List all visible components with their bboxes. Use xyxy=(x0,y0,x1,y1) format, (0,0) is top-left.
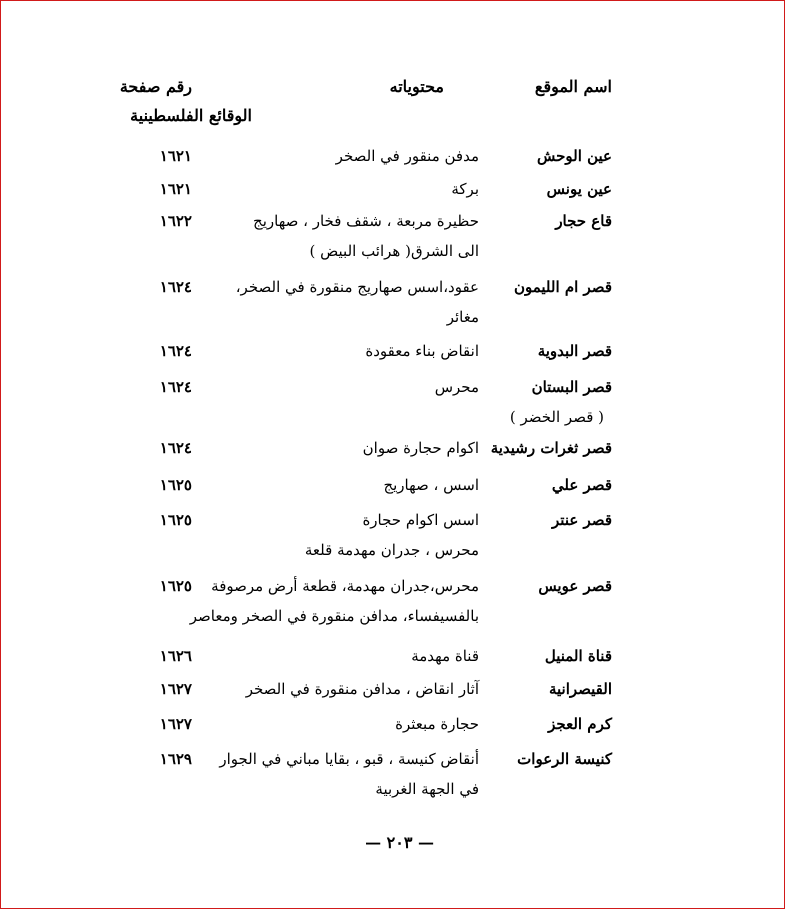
page-reference: ١٦٢٥ xyxy=(159,511,192,529)
site-contents-line: حجارة مبعثرة xyxy=(395,715,479,733)
site-name: قصر البدوية xyxy=(537,342,612,360)
site-name: قصر علي xyxy=(551,476,612,494)
site-name: قناة المنيل xyxy=(544,647,612,665)
site-contents-line: عقود،اسس صهاريج منقورة في الصخر، xyxy=(235,278,479,296)
page-reference: ١٦٢٢ xyxy=(159,212,192,230)
site-contents-line: مغائر xyxy=(446,308,479,326)
page-reference: ١٦٢٤ xyxy=(159,278,192,296)
page-reference: ١٦٢٥ xyxy=(159,577,192,595)
page-reference: ١٦٢٧ xyxy=(159,715,192,733)
page-reference: ١٦٢٤ xyxy=(159,342,192,360)
site-contents-line: قناة مهدمة xyxy=(411,647,479,665)
page-reference: ١٦٢١ xyxy=(159,147,192,165)
page-reference: ١٦٢١ xyxy=(159,180,192,198)
site-name: قصر ام الليمون xyxy=(513,278,612,296)
page-reference: ١٦٢٤ xyxy=(159,439,192,457)
header-page-number-source: الوقائع الفلسطينية xyxy=(130,106,252,125)
site-name: قصر ثغرات رشيدية xyxy=(490,439,612,457)
page-reference: ١٦٢٦ xyxy=(159,647,192,665)
site-contents-line: الى الشرق( هرائب البيض ) xyxy=(309,242,479,260)
header-page-number: رقم صفحة xyxy=(119,77,192,96)
site-name: قصر عنتر xyxy=(552,511,612,529)
site-contents-line: اسس اكوام حجارة xyxy=(362,511,479,529)
page-reference: ١٦٢٤ xyxy=(159,378,192,396)
site-contents-line: محرس،جدران مهدمة، قطعة أرض مرصوفة xyxy=(211,577,479,595)
site-name: قصر عويس xyxy=(538,577,612,595)
page-reference: ١٦٢٩ xyxy=(159,750,192,768)
site-contents-line: بركة xyxy=(451,180,479,198)
site-alt-name: ( قصر الخضر ) xyxy=(509,408,604,426)
site-contents-line: محرس xyxy=(434,378,479,396)
site-contents-line: في الجهة الغربية xyxy=(375,780,479,798)
site-contents-line: محرس ، جدران مهدمة قلعة xyxy=(304,541,479,559)
site-name: قصر البستان xyxy=(531,378,612,396)
site-contents-line: حظيرة مربعة ، شقف فخار ، صهاريج xyxy=(253,212,479,230)
site-name: عين يونس xyxy=(546,180,612,198)
page-reference: ١٦٢٥ xyxy=(159,476,192,494)
footer-page-number: — ٢٠٣ — xyxy=(365,833,434,852)
site-contents-line: انقاض بناء معقودة xyxy=(365,342,479,360)
site-contents-line: مدفن منقور في الصخر xyxy=(335,147,479,165)
site-contents-line: أنقاض كنيسة ، قبو ، بقايا مباني في الجوار xyxy=(219,750,479,768)
site-contents-line: آثار انقاض ، مدافن منقورة في الصخر xyxy=(245,680,479,698)
site-contents-line: بالفسيفساء، مدافن منقورة في الصخر ومعاصر xyxy=(189,607,479,625)
site-contents-line: اكوام حجارة صوان xyxy=(362,439,479,457)
header-contents: محتوياته xyxy=(389,77,444,96)
site-name: كنيسة الرعوات xyxy=(517,750,612,768)
site-name: القيصرانية xyxy=(548,680,612,698)
page-reference: ١٦٢٧ xyxy=(159,680,192,698)
site-contents-line: اسس ، صهاريج xyxy=(383,476,479,494)
site-name: كرم العجز xyxy=(548,715,612,733)
header-site-name: اسم الموقع xyxy=(534,77,612,96)
site-name: قاع حجار xyxy=(555,212,612,230)
site-name: عين الوحش xyxy=(537,147,612,165)
